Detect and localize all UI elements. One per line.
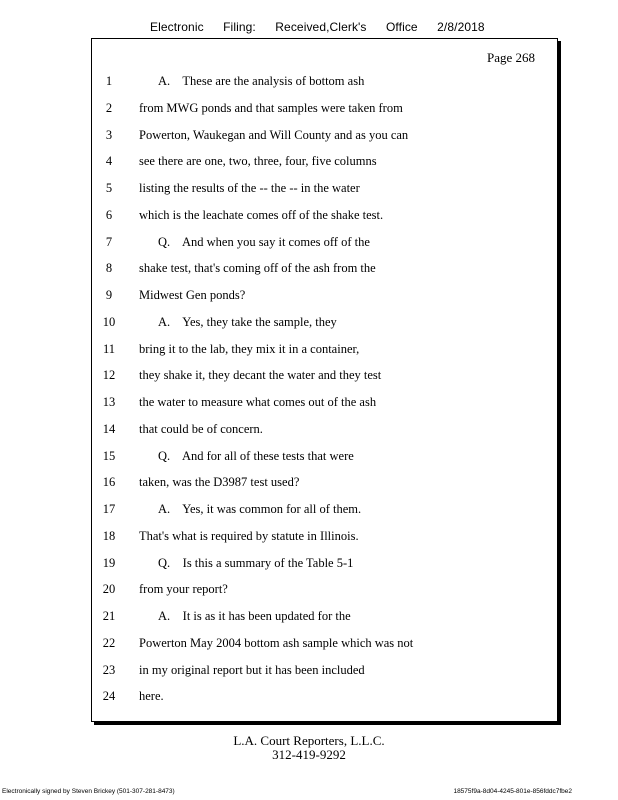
line-number: 5 [105, 181, 113, 195]
line-number: 2 [105, 100, 113, 115]
transcript-line-text: Q. Is this a summary of the Table 5-1 [158, 555, 354, 570]
transcript-line-text: A. Yes, they take the sample, they [158, 314, 337, 329]
line-number: 10 [102, 314, 116, 329]
header-received: Received,Clerk's [275, 20, 367, 34]
transcript-line-text: in my original report but it has been included [139, 662, 365, 677]
transcript-line-text: from MWG ponds and that samples were taken from [139, 100, 403, 115]
line-number: 21 [102, 609, 116, 623]
header-filing: Filing: [223, 20, 256, 34]
line-number: 6 [105, 207, 113, 222]
line-number: 15 [102, 448, 116, 463]
transcript-line-text: A. Yes, it was common for all of them. [158, 502, 362, 516]
transcript-line-text: which is the leachate comes off of the shake test. [139, 207, 384, 222]
line-number: 23 [102, 662, 116, 677]
line-number: 13 [102, 395, 116, 409]
line-number: 7 [105, 234, 113, 249]
transcript-line-text: taken, was the D3987 test used? [139, 475, 300, 490]
header-electronic: Electronic [150, 20, 204, 34]
footer-company: L.A. Court Reporters, L.L.C. [233, 733, 385, 748]
transcript-line-text: bring it to the lab, they mix it in a container, [139, 341, 360, 356]
transcript-line-text: from your report? [139, 582, 228, 597]
line-number: 8 [105, 261, 113, 276]
document-hash: 18575f9a-8d04-4245-801e-856fddc7fbe2 [453, 788, 572, 795]
footer-phone: 312-419-9292 [272, 747, 346, 762]
line-number: 1 [105, 74, 113, 88]
transcript-line-text: That's what is required by statute in Illinois. [139, 528, 359, 543]
transcript-line-text: Powerton, Waukegan and Will County and as you can [139, 127, 409, 142]
line-number: 18 [102, 528, 116, 543]
header-date: 2/8/2018 [437, 20, 485, 34]
electronic-signature: Electronically signed by Steven Brickey (501-307-281-8473) [2, 788, 175, 795]
transcript-line-text: A. These are the analysis of bottom ash [158, 74, 365, 88]
transcript-line-text: the water to measure what comes out of the ash [139, 395, 377, 409]
line-number: 19 [102, 555, 116, 570]
transcript-line-text: they shake it, they decant the water and they test [139, 368, 382, 383]
line-number: 4 [105, 154, 113, 169]
line-number: 11 [102, 341, 116, 356]
transcript-line-text: A. It is as it has been updated for the [158, 609, 351, 623]
line-number: 14 [102, 421, 116, 436]
transcript-line-text: here. [139, 689, 164, 704]
transcript-line-text: shake test, that's coming off of the ash from the [139, 261, 376, 276]
transcript-line-text: listing the results of the -- the -- in the water [139, 181, 360, 195]
transcript-line-text: Powerton May 2004 bottom ash sample which was not [139, 635, 414, 650]
line-number: 16 [102, 475, 116, 490]
line-number: 22 [102, 635, 116, 650]
transcript-line-text: Midwest Gen ponds? [139, 288, 246, 302]
transcript-line-text: Q. And for all of these tests that were [158, 448, 354, 463]
line-number: 3 [105, 127, 113, 142]
filing-header [150, 20, 501, 34]
line-number: 12 [102, 368, 116, 383]
transcript-line-text: see there are one, two, three, four, five columns [139, 154, 377, 169]
line-number: 9 [105, 288, 113, 302]
line-number: 20 [102, 582, 116, 597]
transcript-line-text: Q. And when you say it comes off of the [158, 234, 370, 249]
transcript-line-text: that could be of concern. [139, 421, 263, 436]
page-number: Page 268 [486, 50, 535, 65]
line-number: 17 [102, 502, 116, 516]
line-number: 24 [102, 689, 116, 704]
header-office: Office [385, 20, 418, 34]
